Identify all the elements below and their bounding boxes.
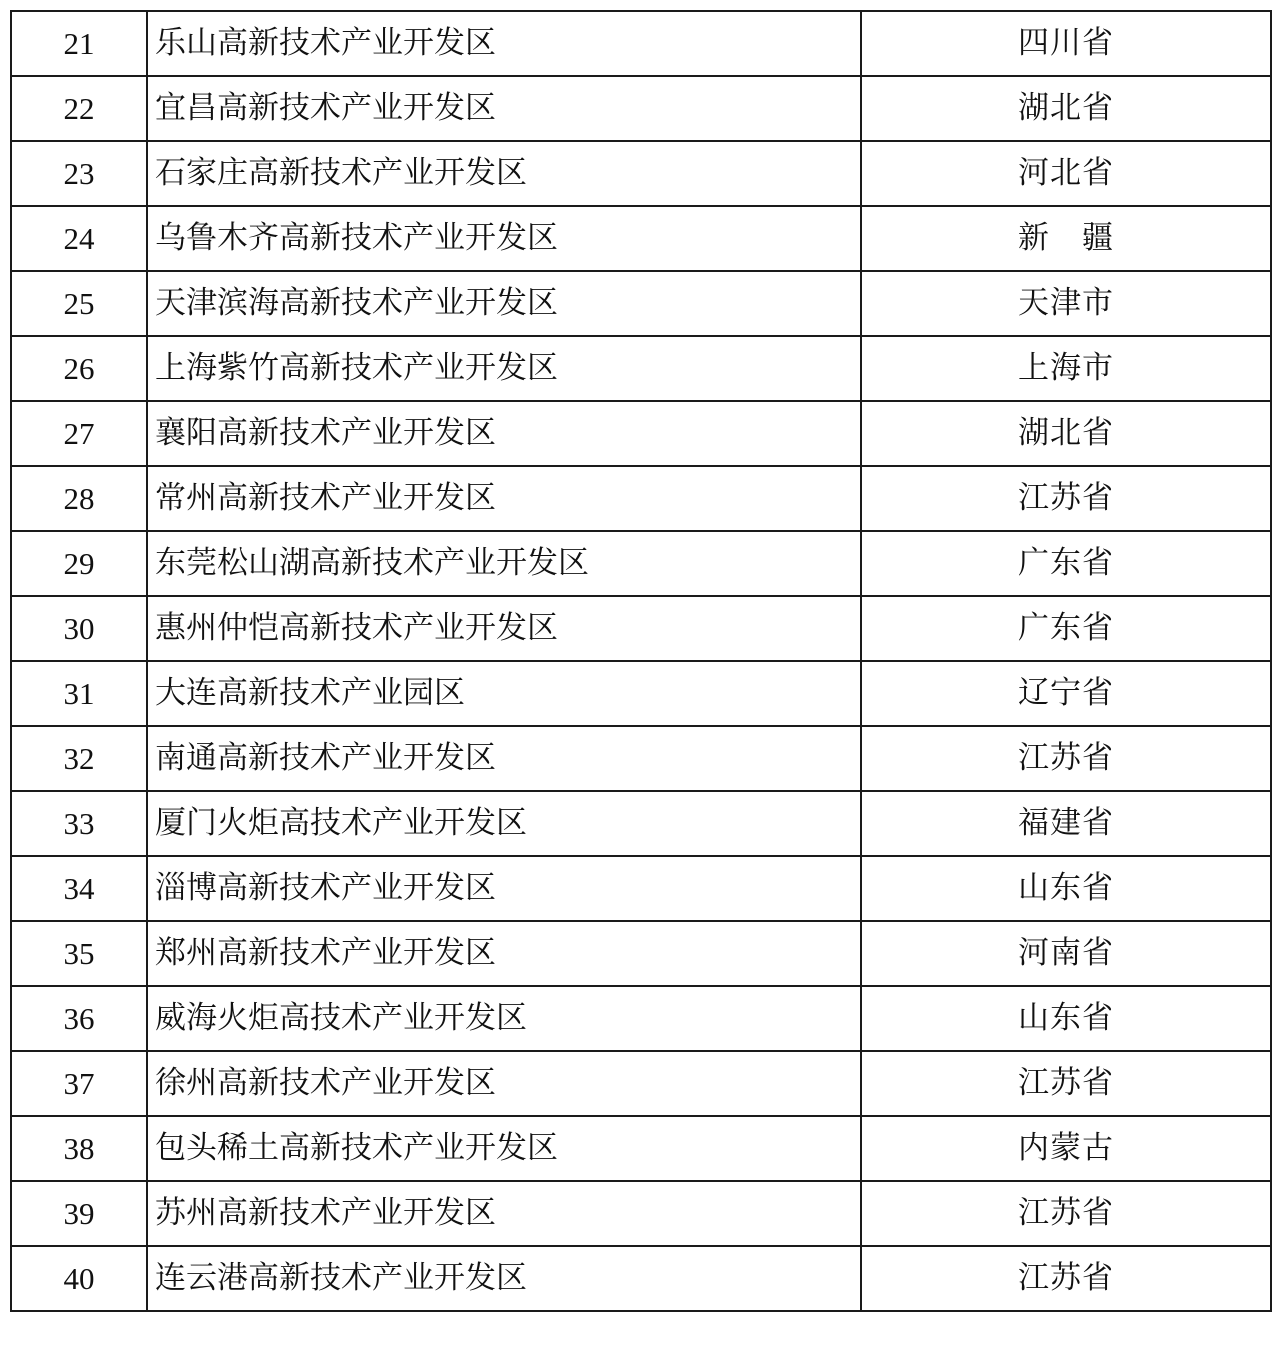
row-number: 37 <box>11 1051 147 1116</box>
zone-name: 南通高新技术产业开发区 <box>147 726 861 791</box>
table-row <box>11 76 1271 141</box>
province: 天津市 <box>861 271 1271 336</box>
row-number: 29 <box>11 531 147 596</box>
zones-table <box>10 10 1272 1312</box>
table-row <box>11 336 1271 401</box>
province: 江苏省 <box>861 1181 1271 1246</box>
zone-name: 大连高新技术产业园区 <box>147 661 861 726</box>
province: 江苏省 <box>861 1246 1271 1311</box>
zone-name: 上海紫竹高新技术产业开发区 <box>147 336 861 401</box>
zone-name: 天津滨海高新技术产业开发区 <box>147 271 861 336</box>
table-row <box>11 11 1271 76</box>
province: 江苏省 <box>861 466 1271 531</box>
row-number: 26 <box>11 336 147 401</box>
table-row <box>11 141 1271 206</box>
province: 内蒙古 <box>861 1116 1271 1181</box>
zone-name: 郑州高新技术产业开发区 <box>147 921 861 986</box>
row-number: 28 <box>11 466 147 531</box>
table-row <box>11 921 1271 986</box>
zone-name: 襄阳高新技术产业开发区 <box>147 401 861 466</box>
row-number: 24 <box>11 206 147 271</box>
zone-name: 乐山高新技术产业开发区 <box>147 11 861 76</box>
zone-name: 包头稀土高新技术产业开发区 <box>147 1116 861 1181</box>
province: 山东省 <box>861 856 1271 921</box>
table-row <box>11 1051 1271 1116</box>
table-row <box>11 271 1271 336</box>
table-body <box>11 11 1271 1311</box>
zone-name: 东莞松山湖高新技术产业开发区 <box>147 531 861 596</box>
row-number: 40 <box>11 1246 147 1311</box>
province: 湖北省 <box>861 76 1271 141</box>
table-row <box>11 1181 1271 1246</box>
zone-name: 淄博高新技术产业开发区 <box>147 856 861 921</box>
zone-name: 威海火炬高技术产业开发区 <box>147 986 861 1051</box>
zone-name: 石家庄高新技术产业开发区 <box>147 141 861 206</box>
row-number: 23 <box>11 141 147 206</box>
table-row <box>11 1246 1271 1311</box>
zone-name: 乌鲁木齐高新技术产业开发区 <box>147 206 861 271</box>
row-number: 39 <box>11 1181 147 1246</box>
province: 江苏省 <box>861 726 1271 791</box>
row-number: 32 <box>11 726 147 791</box>
table-row <box>11 531 1271 596</box>
table-row <box>11 726 1271 791</box>
row-number: 34 <box>11 856 147 921</box>
zone-name: 徐州高新技术产业开发区 <box>147 1051 861 1116</box>
zone-name: 厦门火炬高技术产业开发区 <box>147 791 861 856</box>
province: 江苏省 <box>861 1051 1271 1116</box>
province: 四川省 <box>861 11 1271 76</box>
table-row <box>11 596 1271 661</box>
row-number: 35 <box>11 921 147 986</box>
table-row <box>11 1116 1271 1181</box>
province: 河南省 <box>861 921 1271 986</box>
table-row <box>11 791 1271 856</box>
zone-name: 苏州高新技术产业开发区 <box>147 1181 861 1246</box>
table-row <box>11 466 1271 531</box>
province: 河北省 <box>861 141 1271 206</box>
row-number: 33 <box>11 791 147 856</box>
zone-name: 宜昌高新技术产业开发区 <box>147 76 861 141</box>
province: 湖北省 <box>861 401 1271 466</box>
province: 福建省 <box>861 791 1271 856</box>
row-number: 30 <box>11 596 147 661</box>
table-row <box>11 661 1271 726</box>
province: 广东省 <box>861 596 1271 661</box>
row-number: 22 <box>11 76 147 141</box>
table-row <box>11 206 1271 271</box>
province: 上海市 <box>861 336 1271 401</box>
row-number: 27 <box>11 401 147 466</box>
table-row <box>11 986 1271 1051</box>
province: 广东省 <box>861 531 1271 596</box>
row-number: 38 <box>11 1116 147 1181</box>
province: 山东省 <box>861 986 1271 1051</box>
table-row <box>11 856 1271 921</box>
province: 辽宁省 <box>861 661 1271 726</box>
row-number: 31 <box>11 661 147 726</box>
zone-name: 常州高新技术产业开发区 <box>147 466 861 531</box>
table-row <box>11 401 1271 466</box>
row-number: 25 <box>11 271 147 336</box>
row-number: 21 <box>11 11 147 76</box>
zone-name: 惠州仲恺高新技术产业开发区 <box>147 596 861 661</box>
zone-name: 连云港高新技术产业开发区 <box>147 1246 861 1311</box>
row-number: 36 <box>11 986 147 1051</box>
province: 新 疆 <box>861 206 1271 271</box>
